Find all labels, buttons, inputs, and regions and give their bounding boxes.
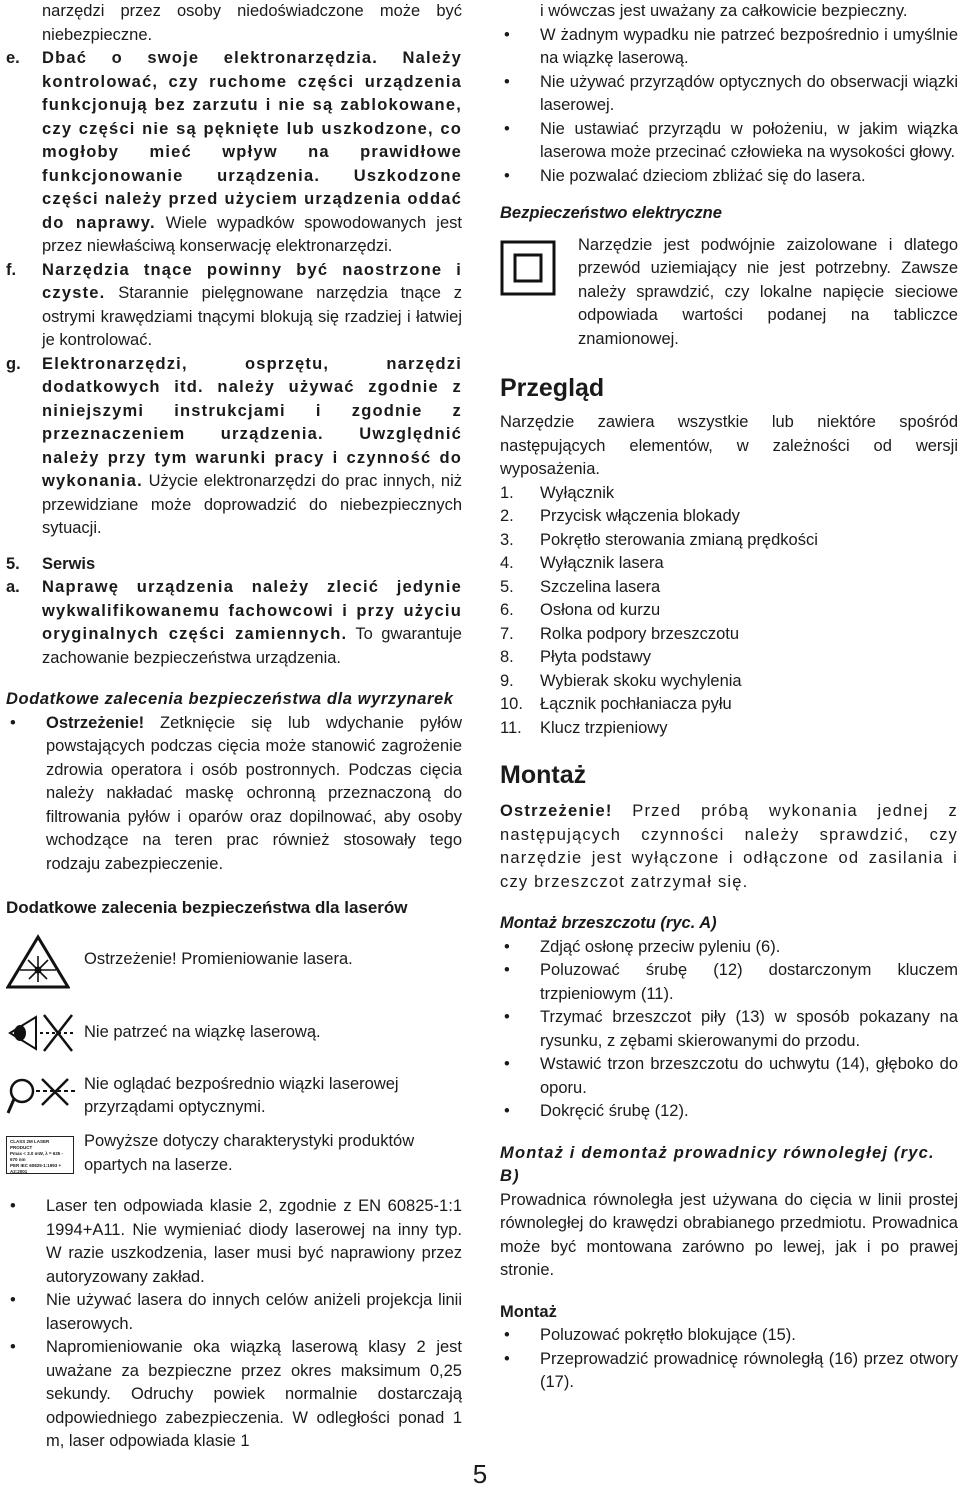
- assembly-warning: Ostrzeżenie! Przed próbą wykonania jednej z następujących czynności należy sprawdzić, czy narzędzie jest wyłączone i odłączone od zasilania i czy brzeszczot zatrzymał się.: [500, 802, 958, 891]
- list-item: 11. Klucz trzpieniowy: [500, 718, 668, 737]
- item-g-text: Użycie elektronarzędzi do prac innych, niż przewidziane może doprowadzić do niebezpiecznych sytuacji.: [42, 472, 462, 537]
- bullet-icon: •: [504, 72, 510, 91]
- mount-heading: Montaż: [500, 1302, 557, 1321]
- bullet-icon: •: [504, 1008, 510, 1026]
- list-item: 8. Płyta podstawy: [500, 648, 651, 666]
- list-item-continued: i wówczas jest uważany za całkowicie bezpieczny.: [540, 2, 908, 20]
- item-e-bold: Dbać o swoje elektronarzędzia. Należy kontrolować, czy ruchome części urządzenia funkcjonują bez zarzutu i nie są zablokowane, czy części nie są pęknięte lub uszkodzone, co mogłoby mieć wpływ na prawidłowe funkcjonowanie urządzenia. Uszkodzone części należy przed użyciem urządzenia oddać do naprawy.: [42, 49, 462, 232]
- section-5-heading: 5. Serwis: [6, 554, 96, 573]
- overview-text: Narzędzie zawiera wszystkie lub niektóre spośród następujących elementów, w zależności od wersji wyposażenia.: [500, 413, 958, 478]
- list-item: • Laser ten odpowiada klasie 2, zgodnie z EN 60825-1:1 1994+A11. Nie wymieniać diody laserowej na inny typ. W razie uszkodzenia, laser musi być naprawiony przez autoryzowany zakład.: [6, 1195, 462, 1289]
- bullet-icon: •: [504, 1349, 510, 1368]
- list-item: 2. Przycisk włączenia blokady: [500, 507, 740, 525]
- list-item: 7. Rolka podpory brzeszczotu: [500, 624, 740, 643]
- item-f-text: Starannie pielęgnowane narzędzia tnące z ostrymi krawędziami tnącymi blokują się rzadziej i łatwiej je kontrolować.: [42, 284, 462, 349]
- list-item-g: g. Elektronarzędzi, osprzętu, narzędzi dodatkowych itd. należy używać zgodnie z niniejszymi instrukcjami i zgodnie z przeznaczeniem urządzenia. Uwzględnić należy przy tym warunki pracy i czynność do wykonania. Użycie elektronarzędzi do prac innych, niż przewidziane może doprowadzić do niebezpiecznych sytuacji.: [6, 354, 462, 537]
- item-a-bold: Naprawę urządzenia należy zlecić jedynie wykwalifikowanemu fachowcowi i przy użyciu oryginalnych części zamiennych.: [42, 578, 462, 643]
- list-item-e: e. Dbać o swoje elektronarzędzia. Należy kontrolować, czy ruchome części urządzenia funkcjonują bez zarzutu i nie są zablokowane, czy części nie są pęknięte lub uszkodzone, co mogłoby mieć wpływ na prawidłowe funkcjonowanie urządzenia. Uszkodzone części należy przed użyciem urządzenia oddać do naprawy. Wiele wypadków spowodowanych jest przez niewłaściwą konserwację elektronarzędzi.: [6, 49, 462, 255]
- laser-safety-heading: Dodatkowe zalecenia bezpieczeństwa dla laserów: [6, 898, 408, 917]
- jigsaw-safety-heading: Dodatkowe zalecenia bezpieczeństwa dla wyrzynarek: [6, 690, 454, 708]
- right-column: [500, 0, 958, 1395]
- list-item: • Nie ustawiać przyrządu w położeniu, w jakim wiązka laserowa może przecinać człowieka na wysokości głowy.: [500, 118, 958, 165]
- list-item-d-continued: narzędzi przez osoby niedoświadczone może być niebezpieczne.: [42, 2, 462, 44]
- list-item: • W żadnym wypadku nie patrzeć bezpośrednio i umyślnie na wiązkę laserową.: [500, 24, 958, 71]
- guide-text: Prowadnica równoległa jest używana do cięcia w linii prostej równoległej do krawędzi obrabianego przedmiotu. Prowadnica może być montowana zarówno po lewej, jak i po prawej stronie.: [500, 1190, 958, 1279]
- list-item: 3. Pokrętło sterowania zmianą prędkości: [500, 530, 818, 549]
- list-item: • Nie używać przyrządów optycznych do obserwacji wiązki laserowej.: [500, 71, 958, 118]
- item-e-text: Wiele wypadków spowodowanych jest przez niewłaściwą konserwację elektronarzędzi.: [42, 213, 462, 255]
- double-insulation-row: Narzędzie jest podwójnie zaizolowane i dlatego przewód uziemiający nie jest potrzebny. Zawsze należy sprawdzić, czy lokalne napięcie sieciowe odpowiada wartości podanej na tabliczce znamionowej.: [500, 234, 958, 352]
- bullet-icon: •: [10, 1291, 16, 1309]
- list-item: 9. Wybierak skoku wychylenia: [500, 671, 742, 690]
- list-item: 10. Łącznik pochłaniacza pyłu: [500, 695, 732, 713]
- list-item-f: f. Narzędzia tnące powinny być naostrzone i czyste. Starannie pielęgnowane narzędzia tnące z ostrymi krawędziami tnącymi blokują się rzadziej i łatwiej je kontrolować.: [6, 260, 462, 349]
- laser-label-row: CLASS 2M LASER PRODUCT Pmax < 3.0 mW, λ = 635 - 670 nm PER IEC 60825-1:1993 + A2:2001 Powyższe dotyczy charakterystyki produktów opartych na laserze.: [6, 1130, 462, 1177]
- page-number: 5: [472, 1459, 488, 1489]
- magnifier-laser-icon: [6, 1073, 84, 1125]
- dust-warning: • Ostrzeżenie! Zetknięcie się lub wdychanie pyłów powstających podczas cięcia może stanowić zagrożenie zdrowia operatora i osób postronnych. Podczas cięcia należy nakładać maskę ochronną przeznaczoną do filtrowania pyłów i oparów oraz dopilnować, aby osoby wchodzące na teren prac również stosowały tego rodzaju zabezpieczenie.: [6, 712, 462, 877]
- bullet-icon: •: [10, 1197, 16, 1215]
- blade-steps-list: [500, 936, 958, 1124]
- list-item: • Nie używać lasera do innych celów aniżeli projekcja linii laserowych.: [6, 1289, 462, 1336]
- bullet-icon: •: [504, 961, 510, 979]
- laser-bullet-list: [6, 1195, 462, 1454]
- guide-heading: Montaż i demontaż prowadnicy równoległej (ryc. B): [500, 1143, 935, 1185]
- bullet-icon: •: [504, 1326, 510, 1344]
- list-item: • Trzymać brzeszczot piły (13) w sposób pokazany na rysunku, z zębami skierowanymi do przodu.: [500, 1006, 958, 1053]
- bullet-icon: •: [10, 713, 16, 732]
- list-item: • Przeprowadzić prowadnicę równoległą (16) przez otwory (17).: [500, 1348, 958, 1395]
- list-item: 5. Szczelina lasera: [500, 577, 661, 596]
- mount-steps-list: [500, 1324, 958, 1395]
- overview-title: Przegląd: [500, 374, 605, 402]
- bullet-icon: •: [504, 937, 510, 956]
- item-g-bold: Elektronarzędzi, osprzętu, narzędzi dodatkowych itd. należy używać zgodnie z niniejszymi instrukcjami i zgodnie z przeznaczeniem urządzenia. Uwzględnić należy przy tym warunki pracy i czynność do wykonania.: [42, 354, 462, 490]
- left-column: [6, 0, 462, 1454]
- list-item-a: a. Naprawę urządzenia należy zlecić jedynie wykwalifikowanemu fachowcowi i przy użyciu oryginalnych części zamiennych. To gwarantuje zachowanie bezpieczeństwa urządzenia.: [6, 578, 462, 667]
- list-item: • Wstawić trzon brzeszczotu do uchwytu (14), głęboko do oporu.: [500, 1053, 958, 1100]
- laser-class-label: CLASS 2M LASER PRODUCT Pmax < 3.0 mW, λ = 635 - 670 nm PER IEC 60825-1:1993 + A2:2001: [6, 1130, 84, 1174]
- list-item: • Nie pozwalać dzieciom zbliżać się do lasera.: [500, 165, 958, 189]
- list-item: • Zdjąć osłonę przeciw pyleniu (6).: [500, 936, 958, 960]
- list-item: 6. Osłona od kurzu: [500, 601, 661, 619]
- laser-warning-icon: [6, 934, 84, 998]
- bullet-icon: •: [504, 1102, 510, 1120]
- electrical-safety-heading: Bezpieczeństwo elektryczne: [500, 204, 722, 222]
- bullet-icon: •: [504, 119, 510, 138]
- bullet-icon: •: [10, 1338, 16, 1356]
- list-item: • Dokręcić śrubę (12).: [500, 1100, 958, 1124]
- item-a-text: To gwarantuje zachowanie bezpieczeństwa urządzenia.: [42, 625, 462, 667]
- bullet-icon: •: [504, 166, 510, 185]
- list-item: 4. Wyłącznik lasera: [500, 554, 664, 572]
- blade-mount-heading: Montaż brzeszczotu (ryc. A): [500, 914, 717, 932]
- list-item: • Poluzować śrubę (12) dostarczonym kluczem trzpieniowym (11).: [500, 959, 958, 1006]
- no-eye-laser-icon: [6, 1011, 84, 1063]
- laser-radiation-row: Ostrzeżenie! Promieniowanie lasera.: [6, 934, 462, 998]
- list-item: • Poluzować pokrętło blokujące (15).: [500, 1324, 958, 1348]
- no-optical-row: Nie oglądać bezpośrednio wiązki laserowej przyrządami optycznymi.: [6, 1073, 462, 1125]
- item-f-bold: Narzędzia tnące powinny być naostrzone i czyste.: [42, 260, 462, 302]
- parts-list: [500, 482, 958, 741]
- no-stare-row: Nie patrzeć na wiązkę laserową.: [6, 1011, 462, 1063]
- bullet-icon: •: [504, 1055, 510, 1073]
- list-item: 1. Wyłącznik: [500, 483, 615, 502]
- double-insulation-icon: [500, 234, 578, 304]
- list-item: • Napromieniowanie oka wiązką laserową klasy 2 jest uważane za bezpieczne przez okres maksimum 0,25 sekundy. Odruchy powiek normalnie dostarczają odpowiedniego zabezpieczenia. W odległości ponad 1 m, laser odpowiada klasie 1: [6, 1336, 462, 1454]
- bullet-icon: •: [504, 25, 510, 44]
- assembly-title: Montaż: [500, 761, 587, 789]
